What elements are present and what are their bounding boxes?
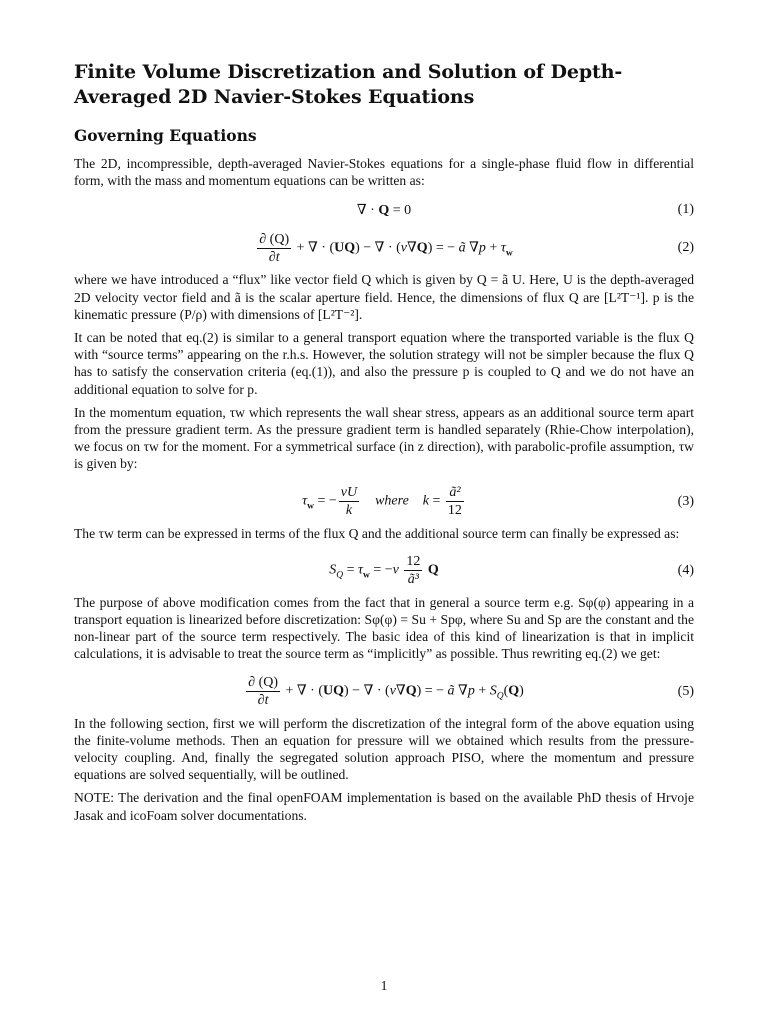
equation-2-body: $\frac{\partial (Q)}{\partial t}$ + ∇ · (UQ) − ∇ · (ν∇Q) = − ã $\nabla p + \tau_w$ <box>259 231 513 265</box>
equation-4 <box>74 548 694 594</box>
paper-page <box>74 60 694 830</box>
paragraph-3: It can be noted that eq.(2) is similar to a general transport equation where the transported variable is the flux Q with “source terms” appearing on the r.h.s. However, the solution strategy will not be simpler because the flux Q has to satisfy the conservation criteria (eq.(1)), and also the pressure p is coupled to Q and we do not have an additional equation to solve for p. <box>74 330 694 397</box>
paragraph-7: In the following section, first we will perform the discretization of the integral form of the above equation using the finite-volume methods. Then an equation for pressure will we obtained which results from the pressure-velocity coupling. And, finally the segregated solution approach PISO, where the momentum and pressure equations are solved sequentially, will be outlined. <box>74 715 694 783</box>
equation-3-number: (3) <box>677 493 694 509</box>
equation-4-number: (4) <box>677 562 694 578</box>
equation-1-body: ∇ · Q = 0 <box>356 202 412 218</box>
equation-4-body: $S_Q = \tau_w = -\nu$ $\frac{12}{\text{ã³}}$ Q <box>329 554 439 588</box>
equation-2-number: (2) <box>677 240 694 256</box>
equation-3 <box>74 479 694 525</box>
equation-3-body: $\tau_w$ = − $\frac{\nu U}{k}$ where k = $\frac{\text{ã²}}{12}$ <box>302 485 462 519</box>
equation-5 <box>74 669 694 715</box>
page-number: 1 <box>380 978 388 993</box>
equation-1 <box>74 195 694 225</box>
paragraph-2: where we have introduced a “flux” like vector field Q which is given by Q = ã U. Here, U is the depth-averaged 2D velocity vector field and ã is the scalar aperture field. Hence, the dimensions of flux Q are [L²T⁻¹]. p is the kinematic pressure (P/ρ) with dimensions of [L²T⁻²]. <box>74 272 694 322</box>
equation-5-body: $\frac{\partial (Q)}{\partial t}$ + ∇ · (UQ) − ∇ · (ν∇Q) = − ã $\nabla p + S_Q(Q)$ <box>248 675 524 709</box>
paragraph-5: The τw term can be expressed in terms of the flux Q and the additional source term can finally be expressed as: <box>74 525 680 541</box>
paper-title: Finite Volume Discretization and Solution of Depth-Averaged 2D Navier-Stokes Equations <box>74 61 623 108</box>
section-heading: Governing Equations <box>74 126 257 145</box>
equation-1-number: (1) <box>677 202 694 218</box>
paragraph-4: In the momentum equation, τw which represents the wall shear stress, appears as an additional source term apart from the pressure gradient term. As the pressure gradient term is handled separately (Rhie-Chow interpolation), we focus on τw for the moment. For a symmetrical surface (in z direction), with parabolic-profile assumption, τw is given by: <box>74 404 694 472</box>
paragraph-6: The purpose of above modification comes from the fact that in general a source term e.g. Sφ(φ) appearing in a transport equation is linearized before discretization: Sφ(φ) = Su + Spφ, where Su and Sp are the constant and the non-linear part of the source term respectively. The basic idea of this kind of linearization is that in implicit calculations, it is advisable to treat the source term as “implicitly” as possible. Thus rewriting eq.(2) we get: <box>74 594 694 662</box>
equation-2 <box>74 225 694 271</box>
paragraph-8: NOTE: The derivation and the final openFOAM implementation is based on the available PhD thesis of Hrvoje Jasak and icoFoam solver documentations. <box>74 790 694 823</box>
paragraph-1: The 2D, incompressible, depth-averaged Navier-Stokes equations for a single-phase fluid flow in differential form, with the mass and momentum equations can be written as: <box>74 156 694 189</box>
equation-5-number: (5) <box>677 683 694 699</box>
